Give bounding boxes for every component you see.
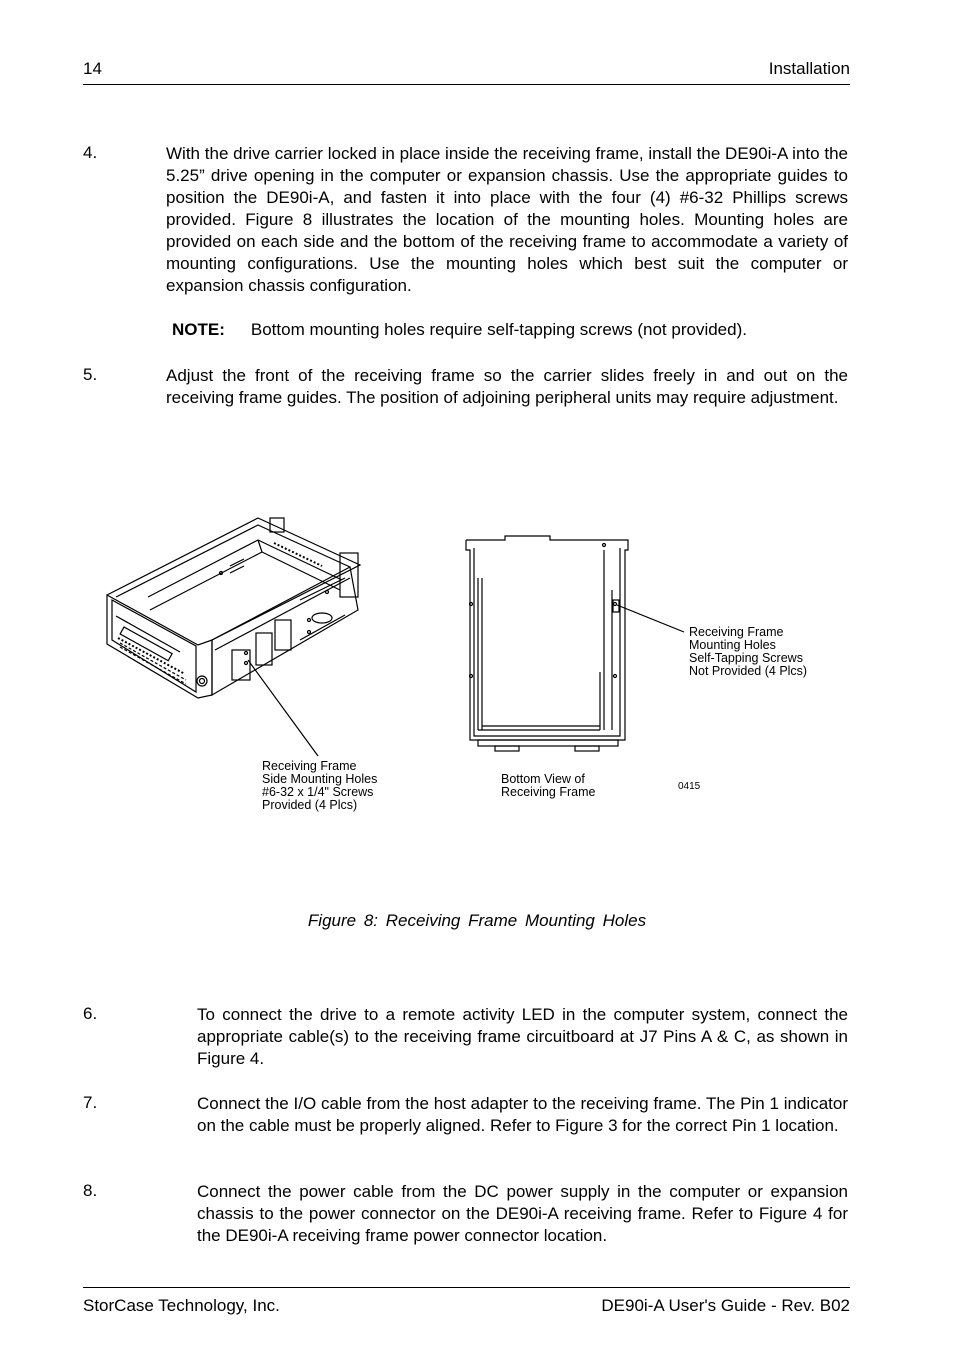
note-label: NOTE: xyxy=(172,320,225,339)
page-number: 14 xyxy=(83,59,102,78)
note-text: Bottom mounting holes require self-tapping screws (not provided). xyxy=(250,320,747,339)
step-number: 4. xyxy=(83,143,98,162)
step-text: Adjust the front of the receiving frame so the carrier slides freely in and out on the receiving frame guides. The position of adjoining peripheral units may require adjustment. xyxy=(166,366,848,407)
step-number: 8. xyxy=(83,1181,98,1200)
footer-company: StorCase Technology, Inc. xyxy=(83,1296,280,1315)
figure-code: 0415 xyxy=(678,781,701,792)
section-title: Installation xyxy=(768,59,850,78)
step-text: To connect the drive to a remote activity LED in the computer system, connect the appropriate cable(s) to the receiving frame circuitboard at J7 Pins A & C, as shown in Figure 4. xyxy=(197,1005,848,1068)
step-number: 7. xyxy=(83,1093,98,1112)
step-text: Connect the power cable from the DC power supply in the computer or expansion chassis to the power connector on the DE90i-A receiving frame. Refer to Figure 4 for the DE90i-A receiving frame power connector location. xyxy=(197,1182,848,1245)
receiving-frame-isometric xyxy=(107,518,360,698)
step-number: 6. xyxy=(83,1004,98,1023)
step-text: Connect the I/O cable from the host adapter to the receiving frame. The Pin 1 indicator on the cable must be properly aligned. Refer to Figure 3 for the correct Pin 1 location. xyxy=(197,1094,848,1135)
step-text: With the drive carrier locked in place inside the receiving frame, install the DE90i-A into the 5.25” drive opening in the computer or expansion chassis. Use the appropriate guides to position the DE90i-A, and fasten it into place with the four (4) #6-32 Phillips screws provided. Figure 8 illustrates the location of the mounting holes. Mounting holes are provided on each side and the bottom of the receiving frame to accommodate a variety of mounting configurations. Use the mounting holes which best suit the computer or expansion chassis configuration. xyxy=(166,144,848,295)
footer-document: DE90i-A User's Guide - Rev. B02 xyxy=(601,1296,850,1315)
label-bottom-view: Bottom View of Receiving Frame xyxy=(501,772,596,799)
receiving-frame-bottom-view xyxy=(466,536,628,751)
leader-line-side xyxy=(248,660,318,756)
leader-line-bottom xyxy=(617,605,684,632)
footer-rule xyxy=(83,1287,850,1288)
step-number: 5. xyxy=(83,365,98,384)
figure-caption: Figure 8: Receiving Frame Mounting Holes xyxy=(307,911,647,930)
label-side-mounting-holes: Receiving Frame Side Mounting Holes #6-32 x 1/4" Screws Provided (4 Plcs) xyxy=(262,759,378,812)
label-bottom-mounting-holes: Receiving Frame Mounting Holes Self-Tapping Screws Not Provided (4 Plcs) xyxy=(689,625,808,678)
